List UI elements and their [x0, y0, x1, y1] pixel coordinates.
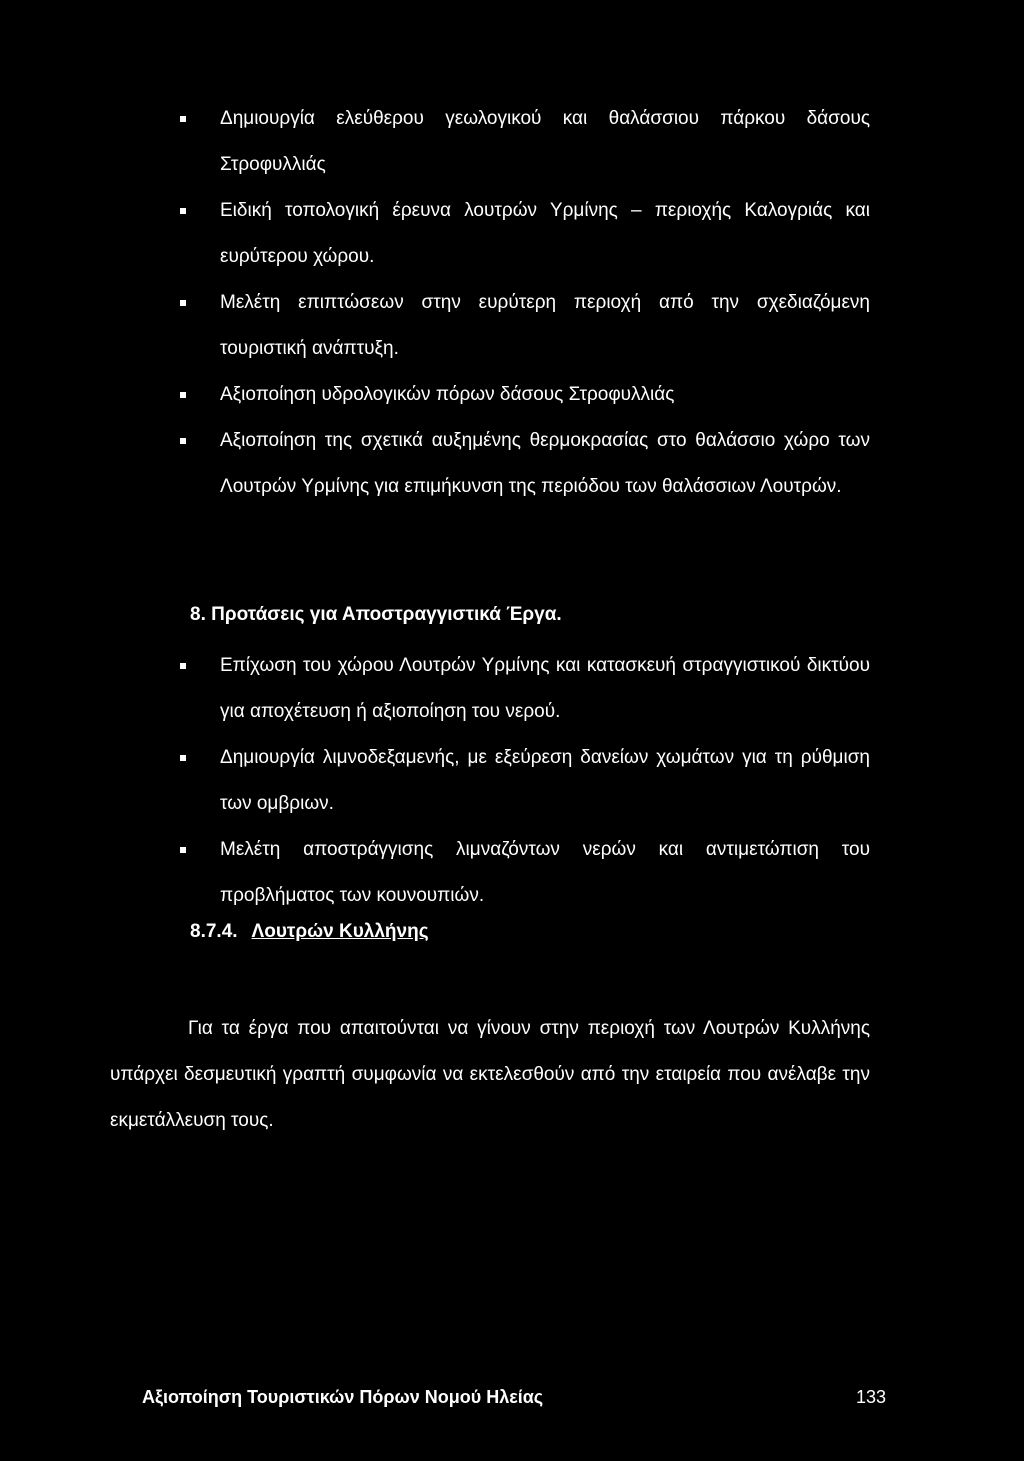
- list-item: Ειδική τοπολογική έρευνα λουτρών Υρμίνης – περιοχής Καλογριάς και ευρύτερου χώρου.: [180, 188, 870, 280]
- page-number: 133: [856, 1387, 887, 1407]
- subsection-number: 8.7.4.: [190, 921, 238, 942]
- footer-title: Αξιοποίηση Τουριστικών Πόρων Νομού Ηλείας: [142, 1387, 544, 1407]
- list-item: Αξιοποίηση υδρολογικών πόρων δάσους Στροφυλλιάς: [180, 372, 870, 418]
- list-item: Δημιουργία λιμνοδεξαμενής, με εξεύρεση δανείων χωμάτων για τη ρύθμιση των ομβριων.: [180, 735, 870, 827]
- section-heading: 8. Προτάσεις για Αποστραγγιστικά Έργα.: [190, 604, 562, 625]
- subsection-heading: [190, 921, 429, 943]
- list-item: Επίχωση του χώρου Λουτρών Υρμίνης και κατασκευή στραγγιστικού δικτύου για αποχέτευση ή αξιοποίηση του νερού.: [180, 643, 870, 735]
- body-paragraph: Για τα έργα που απαιτούνται να γίνουν στην περιοχή των Λουτρών Κυλλήνης υπάρχει δεσμευτική γραπτή συμφωνία να εκτελεσθούν από την εταιρεία που ανέλαβε την εκμετάλλευση τους.: [110, 1018, 870, 1131]
- list-item: Μελέτη επιπτώσεων στην ευρύτερη περιοχή από την σχεδιαζόμενη τουριστική ανάπτυξη.: [180, 280, 870, 372]
- proposals-list: [180, 96, 870, 510]
- drainage-proposals-list: [180, 643, 870, 919]
- list-item: Μελέτη αποστράγγισης λιμναζόντων νερών και αντιμετώπιση του προβλήματος των κουνουπιών.: [180, 827, 870, 919]
- list-item: Αξιοποίηση της σχετικά αυξημένης θερμοκρασίας στο θαλάσσιο χώρο των Λουτρών Υρμίνης για επιμήκυνση της περιόδου των θαλάσσιων Λουτρών.: [180, 418, 870, 510]
- list-item: Δημιουργία ελεύθερου γεωλογικού και θαλάσσιου πάρκου δάσους Στροφυλλιάς: [180, 96, 870, 188]
- subsection-title: Λουτρών Κυλλήνης: [251, 921, 429, 942]
